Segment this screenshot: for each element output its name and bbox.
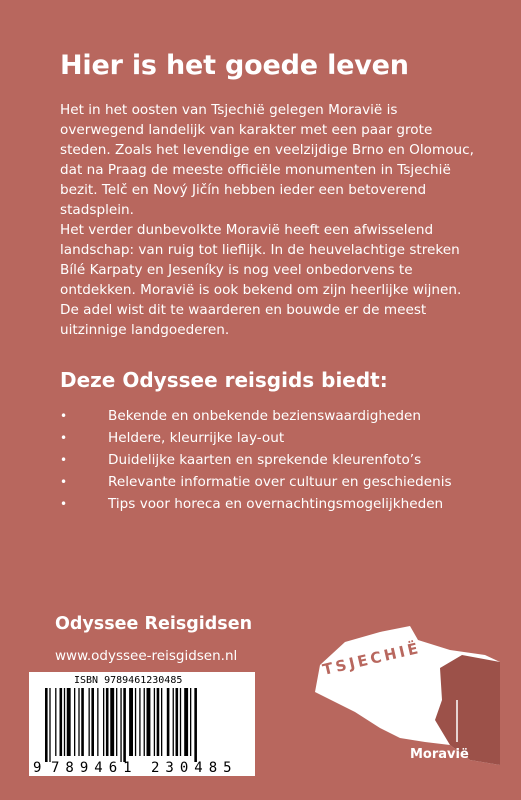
barcode-bar xyxy=(123,688,126,762)
barcode-bar xyxy=(194,688,197,762)
barcode-bar xyxy=(161,688,162,756)
bullet-icon: • xyxy=(60,409,68,423)
publisher-url[interactable]: www.odyssee-reisgidsen.nl xyxy=(55,648,238,664)
barcode-bar xyxy=(147,688,151,756)
barcode-digits-left: 789461 xyxy=(51,760,138,776)
barcode-bar xyxy=(60,688,63,756)
list-item-text: Relevante informatie over cultuur en geschiedenis xyxy=(108,474,452,490)
barcode-graphic xyxy=(29,672,255,776)
barcode-bar xyxy=(110,688,114,756)
features-heading: Deze Odyssee reisgids biedt: xyxy=(60,368,388,392)
intro-paragraph-2: Het verder dunbevolkte Moravië heeft een afwisselend landschap: van ruig tot lieflijk. In de heuvelachtige streken Bílé Karpaty en Jeseníky is nog veel onbedorvens te ontdekken. Moravië is ook bekend om zijn heerlijke wijnen. De adel wist dit te waarderen en bouwde er de meest uitzinnige landgoederen. xyxy=(60,222,462,338)
barcode-digits-right: 230485 xyxy=(151,760,238,776)
barcode-bar xyxy=(106,688,109,756)
bullet-icon: • xyxy=(60,453,68,467)
barcode-bar xyxy=(97,688,98,756)
barcode-bar xyxy=(81,688,84,756)
barcode-bar xyxy=(67,688,71,756)
list-item xyxy=(60,405,500,427)
bullet-icon: • xyxy=(60,475,68,489)
features-list xyxy=(60,405,500,515)
list-item-text: Bekende en onbekende bezienswaardigheden xyxy=(108,408,421,424)
barcode-bar xyxy=(190,688,191,756)
map-country-label: TSJECHIË xyxy=(320,638,423,679)
barcode-bar xyxy=(45,688,48,762)
barcode-bar xyxy=(103,688,104,756)
list-item-text: Heldere, kleurrijke lay-out xyxy=(108,430,285,446)
barcode-bar xyxy=(157,688,160,756)
barcode-bar xyxy=(89,688,90,756)
barcode-bar xyxy=(64,688,65,756)
barcode-bar xyxy=(116,688,117,756)
publisher-name: Odyssee Reisgidsen xyxy=(55,614,253,634)
barcode-bar xyxy=(49,688,50,762)
barcode-digit-lead: 9 xyxy=(33,760,42,776)
barcode-bar xyxy=(144,688,145,756)
intro-paragraph-1: Het in het oosten van Tsjechië gelegen Moravië is overwegend landelijk van karakter met een paar grote steden. Zoals het levendige en veelzijdige Brno en Olomouc, dat na Praag de meeste officiële monumenten in Tsjechië bezit. Telč en Nový Jičín hebben ieder een betoverend stadsplein. xyxy=(60,102,474,218)
list-item xyxy=(60,449,500,471)
barcode-bar xyxy=(167,688,170,756)
barcode-bar xyxy=(184,688,188,756)
bullet-icon: • xyxy=(60,497,68,511)
barcode-bar xyxy=(129,688,133,756)
list-item xyxy=(60,427,500,449)
page-title: Hier is het goede leven xyxy=(60,50,409,81)
list-item-text: Tips voor horeca en overnachtingsmogelijkheden xyxy=(108,496,444,512)
barcode xyxy=(29,672,255,776)
barcode-bar xyxy=(120,688,121,762)
map-region-label: Moravië xyxy=(410,747,469,762)
barcode-bar xyxy=(55,688,56,756)
isbn-label: ISBN 9789461230485 xyxy=(74,675,183,686)
bullet-icon: • xyxy=(60,431,68,445)
map-czechia-icon xyxy=(300,620,500,770)
barcode-bar xyxy=(176,688,179,756)
list-item xyxy=(60,471,500,493)
barcode-bar xyxy=(91,688,94,756)
barcode-bar xyxy=(139,688,140,756)
barcode-bar xyxy=(78,688,79,756)
barcode-bar xyxy=(173,688,174,756)
list-item xyxy=(60,493,500,515)
list-item-text: Duidelijke kaarten en sprekende kleurenfoto’s xyxy=(108,452,422,468)
barcode-bar xyxy=(180,688,181,756)
barcode-bar xyxy=(135,688,136,756)
barcode-bar xyxy=(74,688,75,756)
barcode-bar xyxy=(154,688,155,756)
